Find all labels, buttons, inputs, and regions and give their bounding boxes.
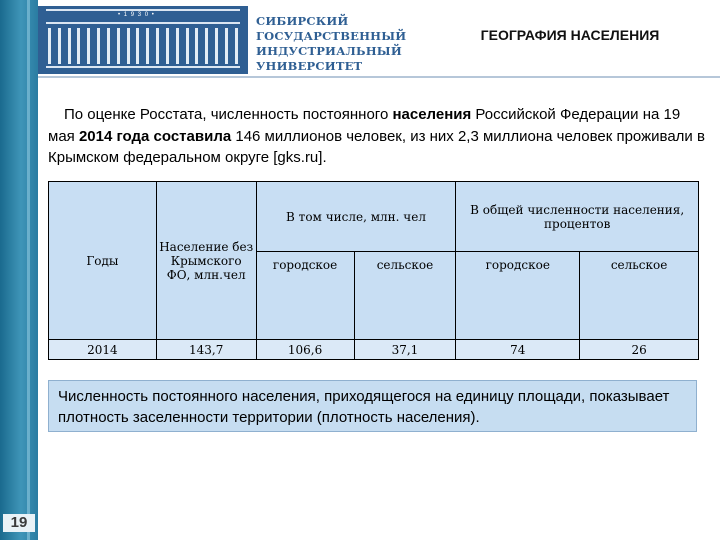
cell-urban-pct: 74 <box>456 340 580 360</box>
building-columns-icon <box>48 28 238 64</box>
header-divider <box>38 76 720 78</box>
header-years: Годы <box>49 182 157 340</box>
university-name-line: ИНДУСТРИАЛЬНЫЙ <box>256 44 402 58</box>
header-population: Население без Крымского ФО, млн.чел <box>156 182 256 340</box>
left-decorative-bar <box>0 0 38 540</box>
university-name-line: ГОСУДАРСТВЕННЫЙ <box>256 29 407 43</box>
intro-paragraph <box>48 104 710 169</box>
cell-year: 2014 <box>49 340 157 360</box>
table-row <box>49 340 699 360</box>
subheader-urban-mln: городское <box>256 252 354 340</box>
cell-population: 143,7 <box>156 340 256 360</box>
header <box>38 0 720 76</box>
university-name-line: СИБИРСКИЙ <box>256 14 349 28</box>
cell-rural-mln: 37,1 <box>354 340 456 360</box>
intro-bold-text: населения <box>392 106 472 123</box>
intro-text: 146 миллионов человек, из них 2,3 миллиона человек проживали в Крымском федеральном округе [gks.ru]. <box>48 127 705 166</box>
density-note: Численность постоянного населения, приходящегося на единицу площади, показывает плотность заселенности территории (плотность населения). <box>48 380 697 432</box>
university-name-line: УНИВЕРСИТЕТ <box>256 59 363 73</box>
subheader-rural-mln: сельское <box>354 252 456 340</box>
slide-number: 19 <box>3 514 35 532</box>
subheader-rural-pct: сельское <box>580 252 699 340</box>
population-table <box>48 181 699 360</box>
intro-bold-text: 2014 года составила <box>78 127 232 145</box>
intro-text: Российской Федерации на 19 мая <box>48 106 681 145</box>
cell-rural-pct: 26 <box>580 340 699 360</box>
page-title: ГЕОГРАФИЯ НАСЕЛЕНИЯ <box>480 27 660 43</box>
subheader-urban-pct: городское <box>456 252 580 340</box>
university-name <box>256 14 406 74</box>
cell-urban-mln: 106,6 <box>256 340 354 360</box>
university-logo <box>38 6 248 74</box>
header-group-mln: В том числе, млн. чел <box>256 182 456 252</box>
header-group-pct: В общей численности населения, процентов <box>456 182 699 252</box>
logo-date: • 1 9 3 0 • <box>118 12 155 18</box>
intro-text: По оценке Росстата, численность постоянного <box>64 106 393 123</box>
